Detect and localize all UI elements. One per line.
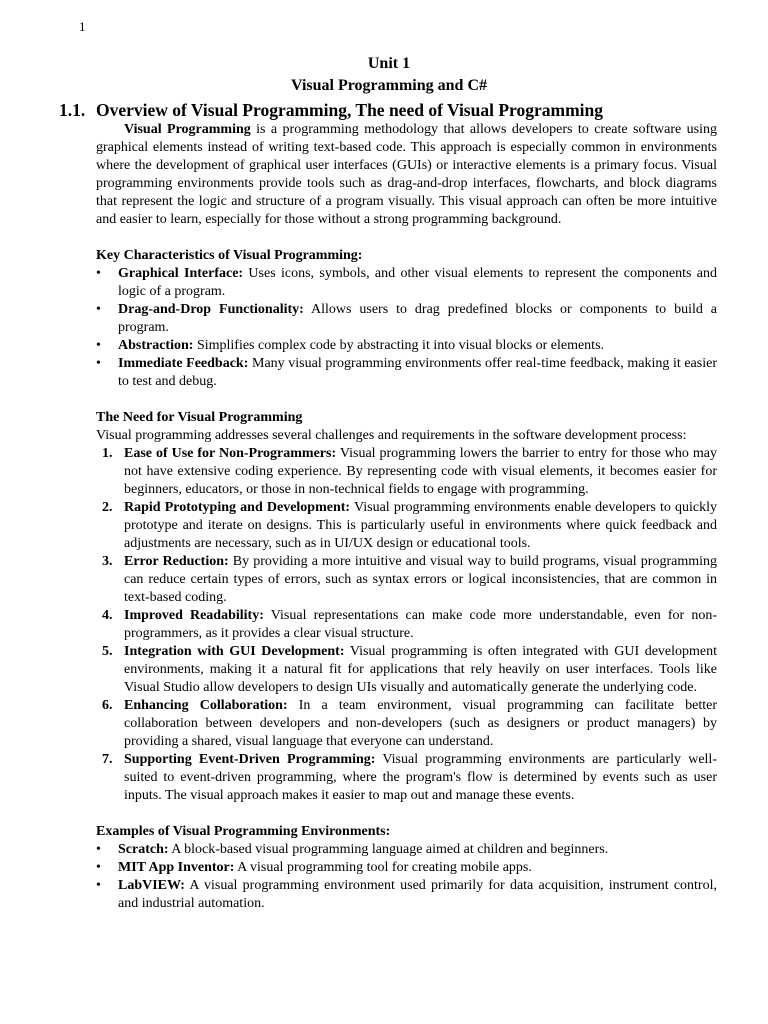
list-item: • Immediate Feedback: Many visual programming environments offer real-time feedback, making it easier to test and debug. [96, 356, 717, 389]
examples-list [96, 841, 717, 913]
intro-text: is a programming methodology that allows developers to create software using graphical elements instead of writing text-based code. This approach is especially common in environments where the development of graphical user interfaces (GUIs) or interactive elements is a primary focus. Visual programming environments provide tools such as drag-and-drop interfaces, flowcharts, and block diagrams that represent the logic and structure of a program visually. This visual approach can often be more intuitive and easier to learn, especially for those without a strong programming background. [96, 122, 717, 227]
list-item: • Drag-and-Drop Functionality: Allows users to drag predefined blocks or components to build a program. [96, 302, 718, 335]
list-item: 3. Error Reduction: By providing a more intuitive and visual way to build programs, visual programming can reduce certain types of errors, such as syntax errors or logical inconsistencies, that are common in text-based coding. [102, 554, 717, 605]
unit-title: Unit 1 [367, 55, 411, 72]
intro-term: Visual Programming [124, 122, 251, 137]
section-number: 1.1. [59, 100, 86, 120]
list-item: 7. Supporting Event-Driven Programming: Visual programming environments are particularly well-suited to event-driven programming, where the program's flow is determined by events such as user inputs. The visual approach makes it easier to map out and manage these events. [102, 752, 717, 803]
section-heading [59, 100, 603, 121]
list-item: 4. Improved Readability: Visual representations can make code more understandable, even for non- programmers, as it provides a clear visual structure. [102, 608, 717, 641]
list-item: 1. Ease of Use for Non-Programmers: Visual programming lowers the barrier to entry for those who may not have extensive coding experience. By representing code with visual elements, it becomes easier for beginners, educators, or those in non-technical fields to engage with programming. [102, 446, 717, 497]
need-intro: Visual programming addresses several challenges and requirements in the software development process: [96, 428, 687, 443]
list-item: 5. Integration with GUI Development: Visual programming is often integrated with GUI development environments, making it a natural fit for applications that rely heavily on user interfaces. Tools like Visual Studio allow developers to design UIs visually and automatically generate the underlying code. [102, 644, 717, 695]
key-characteristics-list [96, 265, 717, 391]
list-item: • LabVIEW: A visual programming environment used primarily for data acquisition, instrument control, and industrial automation. [96, 878, 717, 911]
section-title: Overview of Visual Programming, The need of Visual Programming [96, 100, 603, 120]
need-list [96, 445, 717, 805]
list-item: 2. Rapid Prototyping and Development: Visual programming environments enable developers to quickly prototype and iterate on designs. This is particularly useful in environments where quick feedback and adjustments are necessary, such as in UI/UX design or educational tools. [102, 500, 717, 551]
list-item: 6. Enhancing Collaboration: In a team environment, visual programming can facilitate better collaboration between developers and non-developers (such as designers or product managers) by providing a shared, visual language that everyone can understand. [102, 698, 717, 749]
list-item: • MIT App Inventor: A visual programming tool for creating mobile apps. [96, 860, 532, 875]
need-heading: The Need for Visual Programming [96, 410, 303, 425]
intro-paragraph [96, 121, 717, 229]
list-item: • Graphical Interface: Uses icons, symbols, and other visual elements to represent the components and logic of a program. [96, 266, 717, 299]
document-body [96, 121, 717, 913]
list-item: • Scratch: A block-based visual programming language aimed at children and beginners. [96, 842, 609, 857]
list-item: • Abstraction: Simplifies complex code by abstracting it into visual blocks or elements. [96, 338, 605, 353]
key-characteristics-heading: Key Characteristics of Visual Programming: [96, 248, 363, 263]
unit-subtitle: Visual Programming and C# [290, 77, 487, 94]
page-number: 1 [79, 19, 86, 34]
examples-heading: Examples of Visual Programming Environments: [96, 824, 391, 839]
unit-heading [0, 53, 768, 97]
